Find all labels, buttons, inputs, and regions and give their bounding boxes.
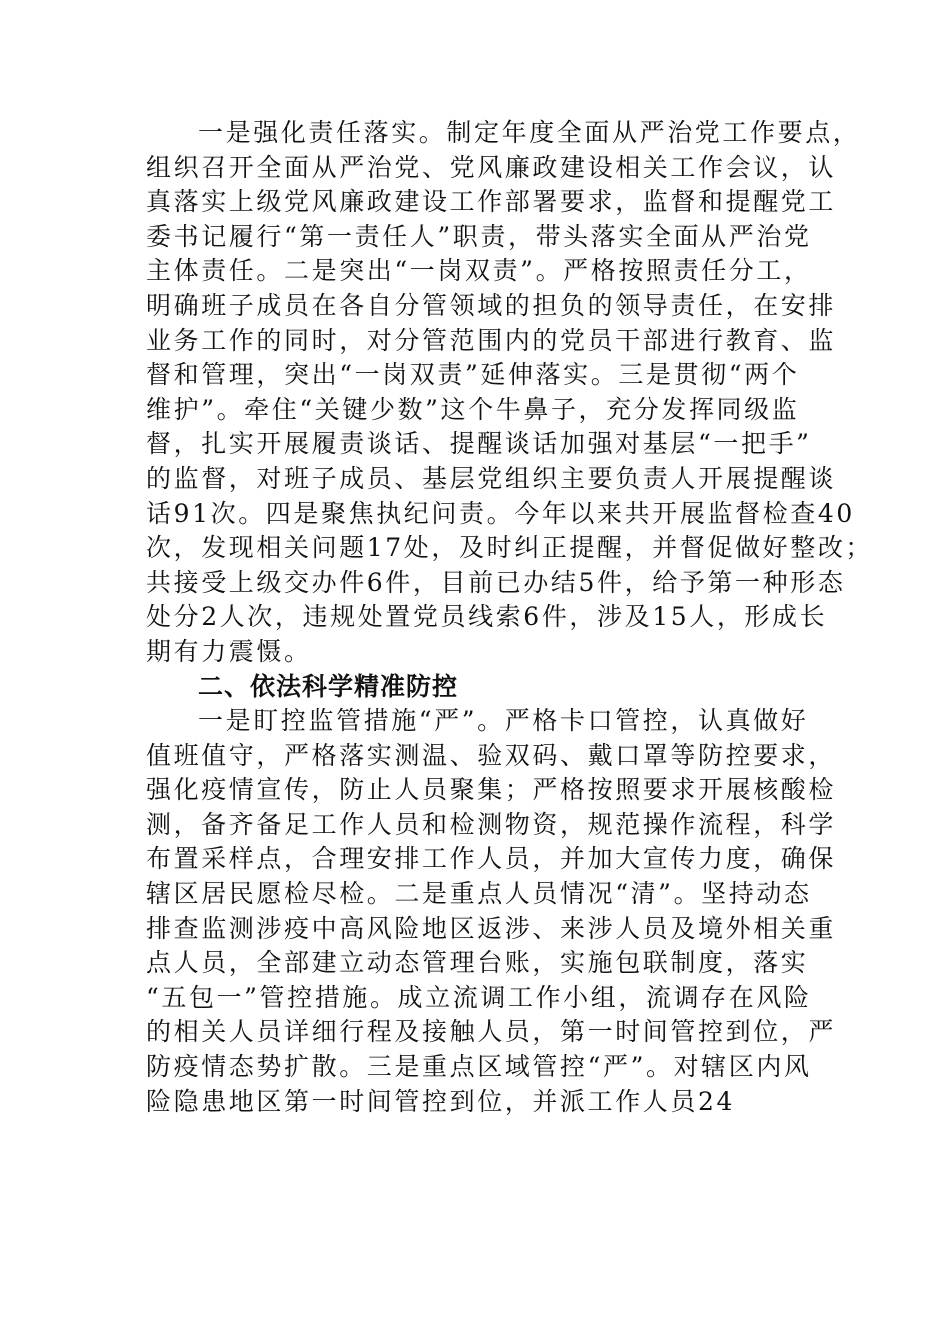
paragraph-2-line: 测，备齐备足工作人员和检测物资，规范操作流程，科学 — [146, 809, 837, 839]
paragraph-2-line: 值班值守，严格落实测温、验双码、戴口罩等防控要求， — [146, 740, 837, 770]
paragraph-1-line: 的监督，对班子成员、基层党组织主要负责人开展提醒谈 — [146, 463, 837, 493]
paragraph-1-line: 共接受上级交办件6件，目前已办结5件，给予第一种形态 — [146, 567, 846, 597]
paragraph-2-line: 布置采样点，合理安排工作人员，并加大宣传力度，确保 — [146, 844, 837, 874]
paragraph-1-line: 业务工作的同时，对分管范围内的党员干部进行教育、监 — [146, 325, 837, 355]
paragraph-1-line: 次，发现相关问题17处，及时纠正提醒，并督促做好整改； — [146, 533, 874, 563]
paragraph-2-line: 强化疫情宣传，防止人员聚集；严格按照要求开展核酸检 — [146, 775, 837, 805]
section-heading: 二、依法科学精准防控 — [198, 671, 459, 701]
paragraph-1-line: 期有力震慑。 — [146, 636, 312, 666]
body-text — [146, 116, 874, 1119]
paragraph-1-line: 维护”。牵住“关键少数”这个牛鼻子，充分发挥同级监 — [146, 394, 800, 424]
paragraph-2-line: 辖区居民愿检尽检。二是重点人员情况“清”。坚持动态 — [146, 879, 812, 909]
paragraph-2-line: 防疫情态势扩散。三是重点区域管控“严”。对辖区内风 — [146, 1052, 812, 1082]
paragraph-2-line: 的相关人员详细行程及接触人员，第一时间管控到位，严 — [146, 1017, 837, 1047]
paragraph-1-line: 委书记履行“第一责任人”职责，带头落实全面从严治党 — [146, 221, 812, 251]
paragraph-2-line: 一是盯控监管措施“严”。严格卡口管控，认真做好 — [198, 706, 809, 736]
paragraph-2-line: 排查监测涉疫中高风险地区返涉、来涉人员及境外相关重 — [146, 913, 837, 943]
paragraph-1-line: 主体责任。二是突出“一岗双责”。严格按照责任分工， — [146, 256, 812, 286]
paragraph-1-line: 话91次。四是聚焦执纪问责。今年以来共开展监督检查40 — [146, 498, 855, 528]
paragraph-1-line: 真落实上级党风廉政建设工作部署要求，监督和提醒党工 — [146, 187, 837, 217]
paragraph-2-line: 点人员，全部建立动态管理台账，实施包联制度，落实 — [146, 948, 809, 978]
paragraph-1-line: 督，扎实开展履责谈话、提醒谈话加强对基层“一把手” — [146, 429, 812, 459]
paragraph-1-line: 组织召开全面从严治党、党风廉政建设相关工作会议，认 — [146, 152, 837, 182]
paragraph-1-line: 处分2人次，违规处置党员线索6件，涉及15人，形成长 — [146, 602, 828, 632]
paragraph-2-line: “五包一”管控措施。成立流调工作小组，流调存在风险 — [146, 982, 812, 1012]
paragraph-1-line: 明确班子成员在各自分管领域的担负的领导责任，在安排 — [146, 290, 837, 320]
paragraph-1-line: 一是强化责任落实。制定年度全面从严治党工作要点， — [198, 118, 861, 147]
paragraph-2-line: 险隐患地区第一时间管控到位，并派工作人员24 — [146, 1086, 736, 1116]
paragraph-1-line: 督和管理，突出“一岗双责”延伸落实。三是贯彻“两个 — [146, 360, 800, 390]
